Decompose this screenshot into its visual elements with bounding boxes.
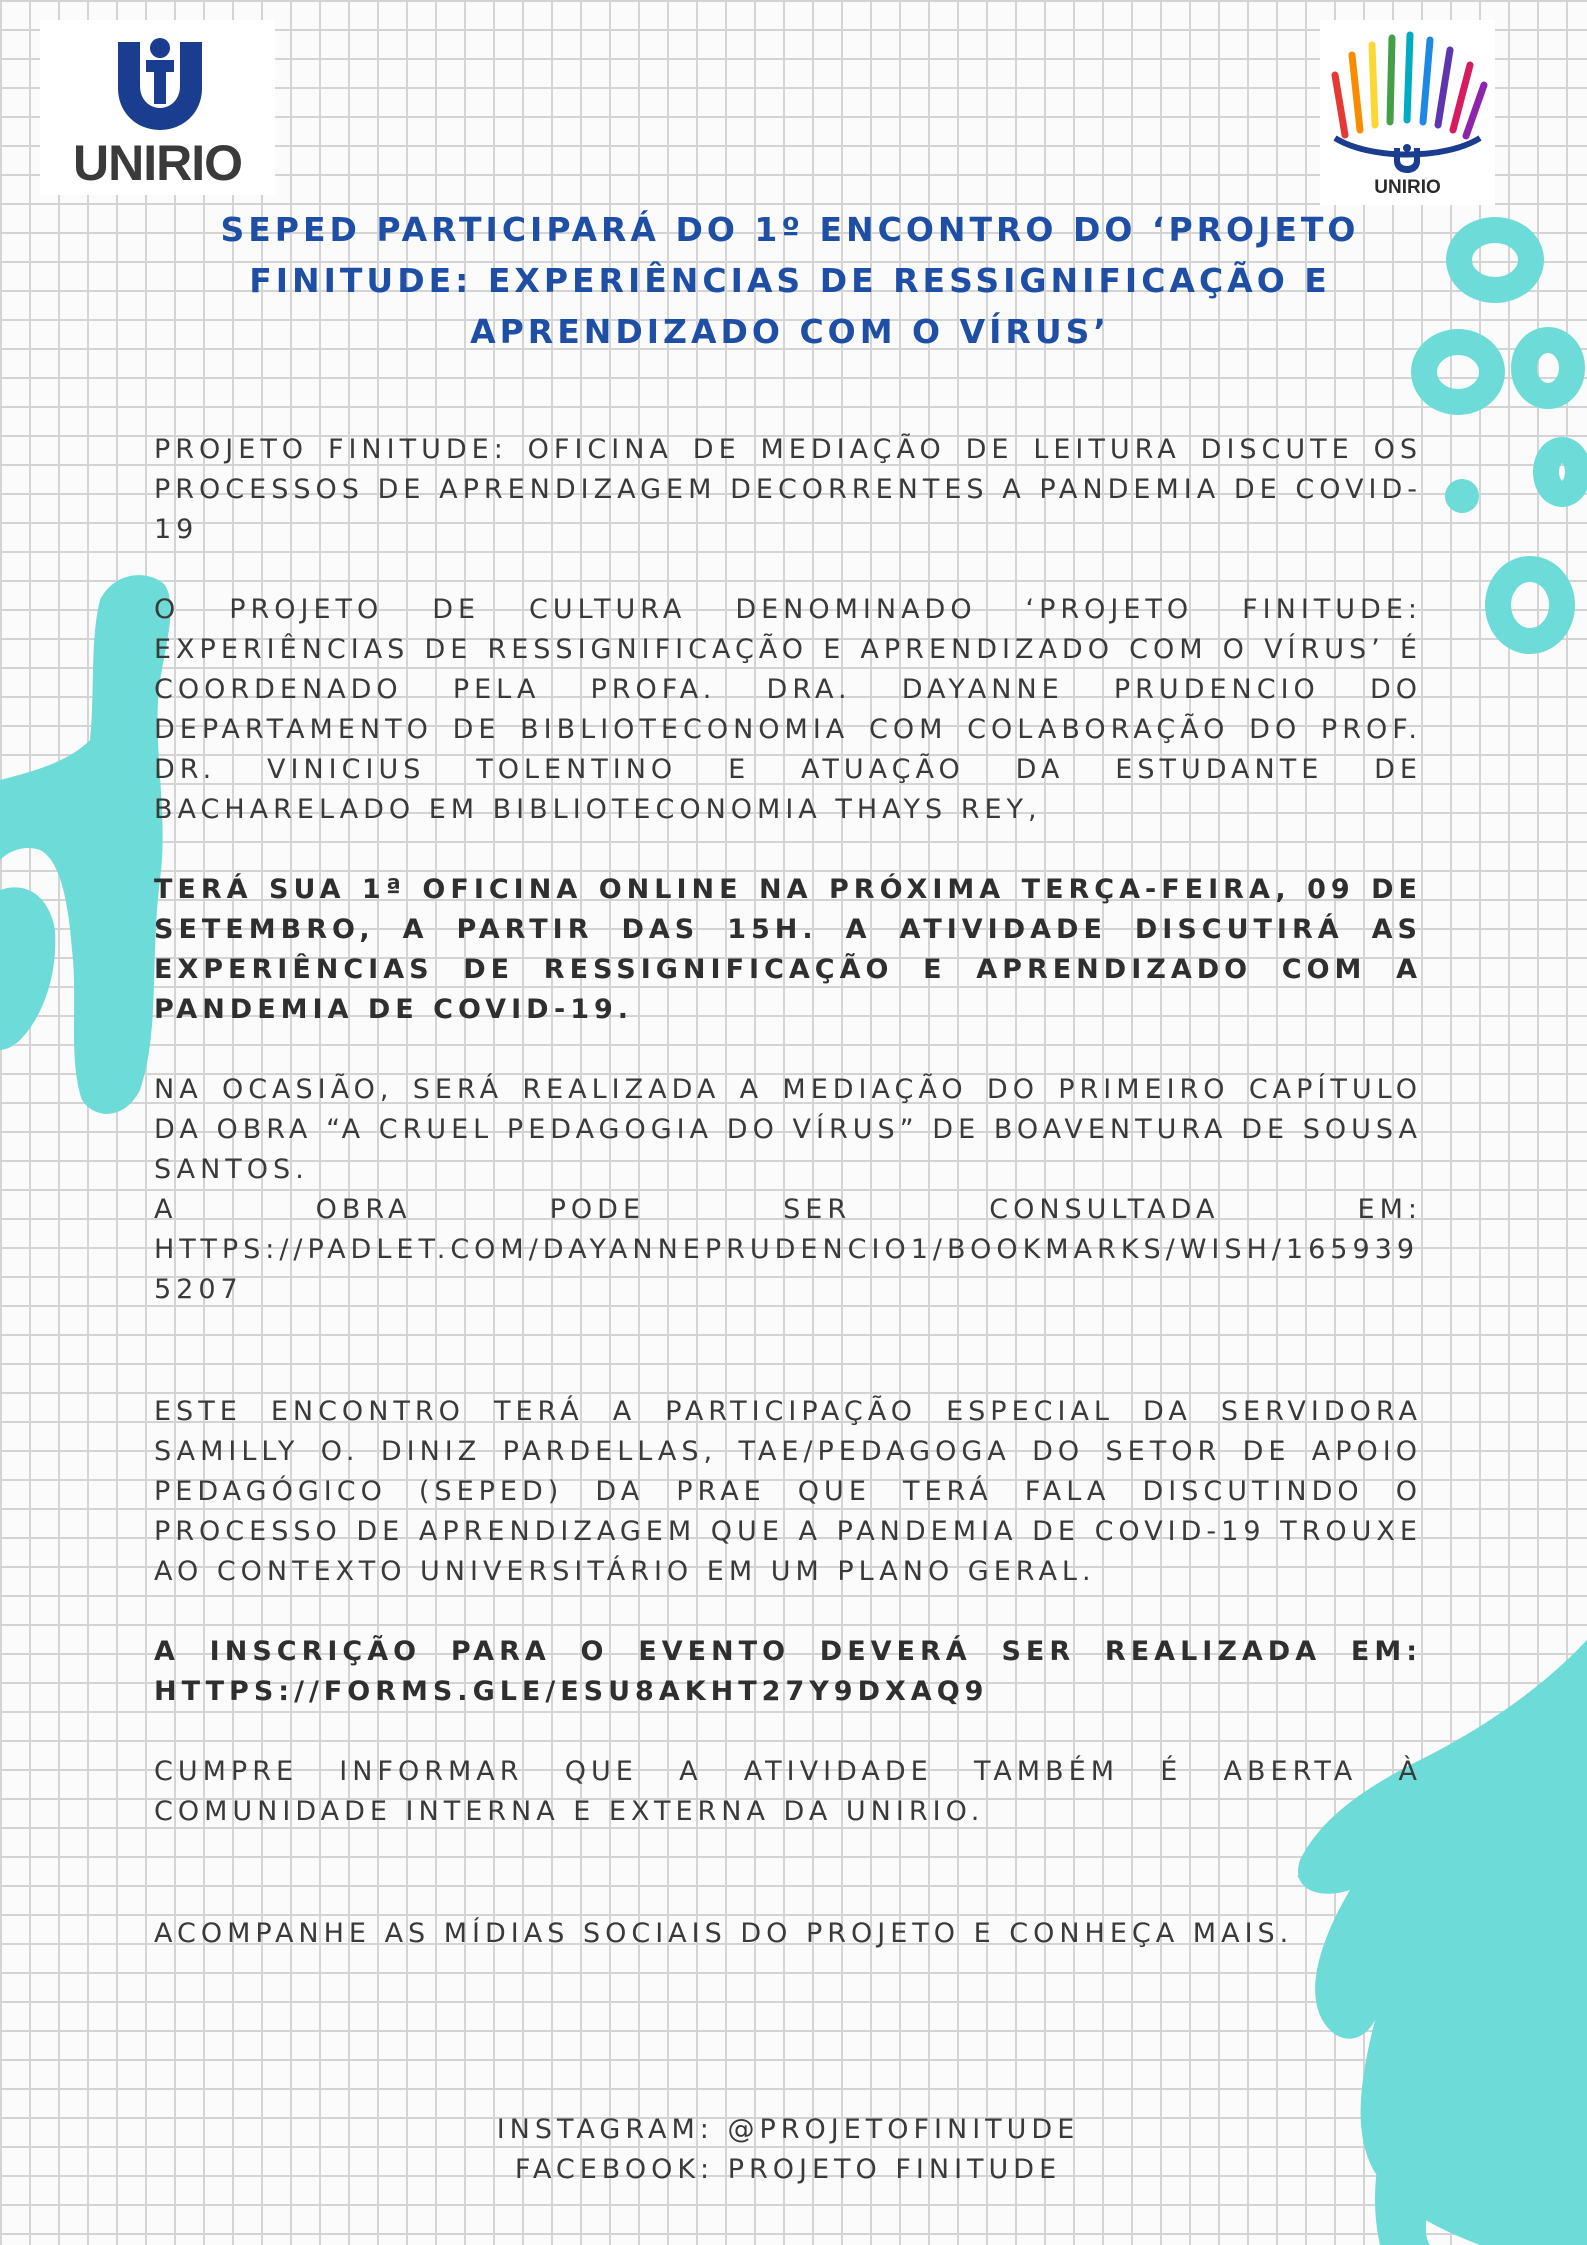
facebook-page[interactable]: FACEBOOK: PROJETO FINITUDE [514, 2154, 1062, 2185]
paragraph-registration: A INSCRIÇÃO PARA O EVENTO DEVERÁ SER REALIZADA EM: [154, 1636, 1422, 1667]
paragraph-special-guest: ESTE ENCONTRO TERÁ A PARTICIPAÇÃO ESPECIAL DA SERVIDORA SAMILLY O. DINIZ PARDELLAS, TAE/PEDAGOGA DO SETOR DE APOIO PEDAGÓGICO (SEPED) DA PRAE QUE TERÁ FALA DISCUTINDO O PROCESSO DE APRENDIZAGEM QUE A PANDEMIA DE COVID-19 TROUXE AO CONTEXTO UNIVERSITÁRIO EM UM PLANO GERAL. [154, 1396, 1422, 1587]
registration-link[interactable]: HTTPS://FORMS.GLE/ESU8AKHT27Y9DXAQ9 [154, 1676, 989, 1707]
unirio-logo-text: UNIRIO [73, 135, 242, 191]
dot-decoration [1445, 479, 1479, 513]
unirio-emblem-icon [110, 34, 210, 134]
paragraph-book-link-label: A OBRA PODE SER CONSULTADA EM: [154, 1194, 1422, 1225]
paragraph-intro: PROJETO FINITUDE: OFICINA DE MEDIAÇÃO DE LEITURA DISCUTE OS PROCESSOS DE APRENDIZAGEM DECORRENTES A PANDEMIA DE COVID-19 [154, 434, 1422, 545]
instagram-handle[interactable]: INSTAGRAM: @PROJETOFINITUDE [496, 2114, 1080, 2145]
paragraph-follow-social: ACOMPANHE AS MÍDIAS SOCIAIS DO PROJETO E CONHEÇA MAIS. [154, 1918, 1294, 1949]
book-link[interactable]: HTTPS://PADLET.COM/DAYANNEPRUDENCIO1/BOOKMARKS/WISH/1659395207 [154, 1234, 1420, 1305]
unirio-logo-small-text: UNIRIO [1374, 177, 1441, 198]
social-media-block [154, 2110, 1422, 2190]
paragraph-book-mediation: NA OCASIÃO, SERÁ REALIZADA A MEDIAÇÃO DO PRIMEIRO CAPÍTULO DA OBRA “A CRUEL PEDAGOGIA DO VÍRUS” DE BOAVENTURA DE SOUSA SANTOS. [154, 1074, 1422, 1185]
colorful-hands-icon [1320, 20, 1495, 180]
paragraph-project-description: O PROJETO DE CULTURA DENOMINADO ‘PROJETO FINITUDE: EXPERIÊNCIAS DE RESSIGNIFICAÇÃO E APRENDIZADO COM O VÍRUS’ É COORDENADO PELA PROFA. DRA. DAYANNE PRUDENCIO DO DEPARTAMENTO DE BIBLIOTECONOMIA COM COLABORAÇÃO DO PROF. DR. VINICIUS TOLENTINO E ATUAÇÃO DA ESTUDANTE DE BACHARELADO EM BIBLIOTECONOMIA THAYS REY, [154, 594, 1422, 825]
paragraph-workshop-date: TERÁ SUA 1ª OFICINA ONLINE NA PRÓXIMA TERÇA-FEIRA, 09 DE SETEMBRO, A PARTIR DAS 15H. A ATIVIDADE DISCUTIRÁ AS EXPERIÊNCIAS DE RESSIGNIFICAÇÃO E APRENDIZADO COM A PANDEMIA DE COVID-19. [154, 874, 1422, 1025]
paragraph-open-community: CUMPRE INFORMAR QUE A ATIVIDADE TAMBÉM É ABERTA À COMUNIDADE INTERNA E EXTERNA DA UNIRIO. [154, 1756, 1422, 1827]
unirio-logo-left [40, 20, 275, 195]
projeto-finitude-logo [1320, 20, 1495, 205]
body-text [154, 430, 1422, 1954]
headline: SEPED PARTICIPARÁ DO 1º ENCONTRO DO ‘PROJETO FINITUDE: EXPERIÊNCIAS DE RESSIGNIFICAÇÃO E APRENDIZADO COM O VÍRUS’ [220, 210, 1360, 351]
